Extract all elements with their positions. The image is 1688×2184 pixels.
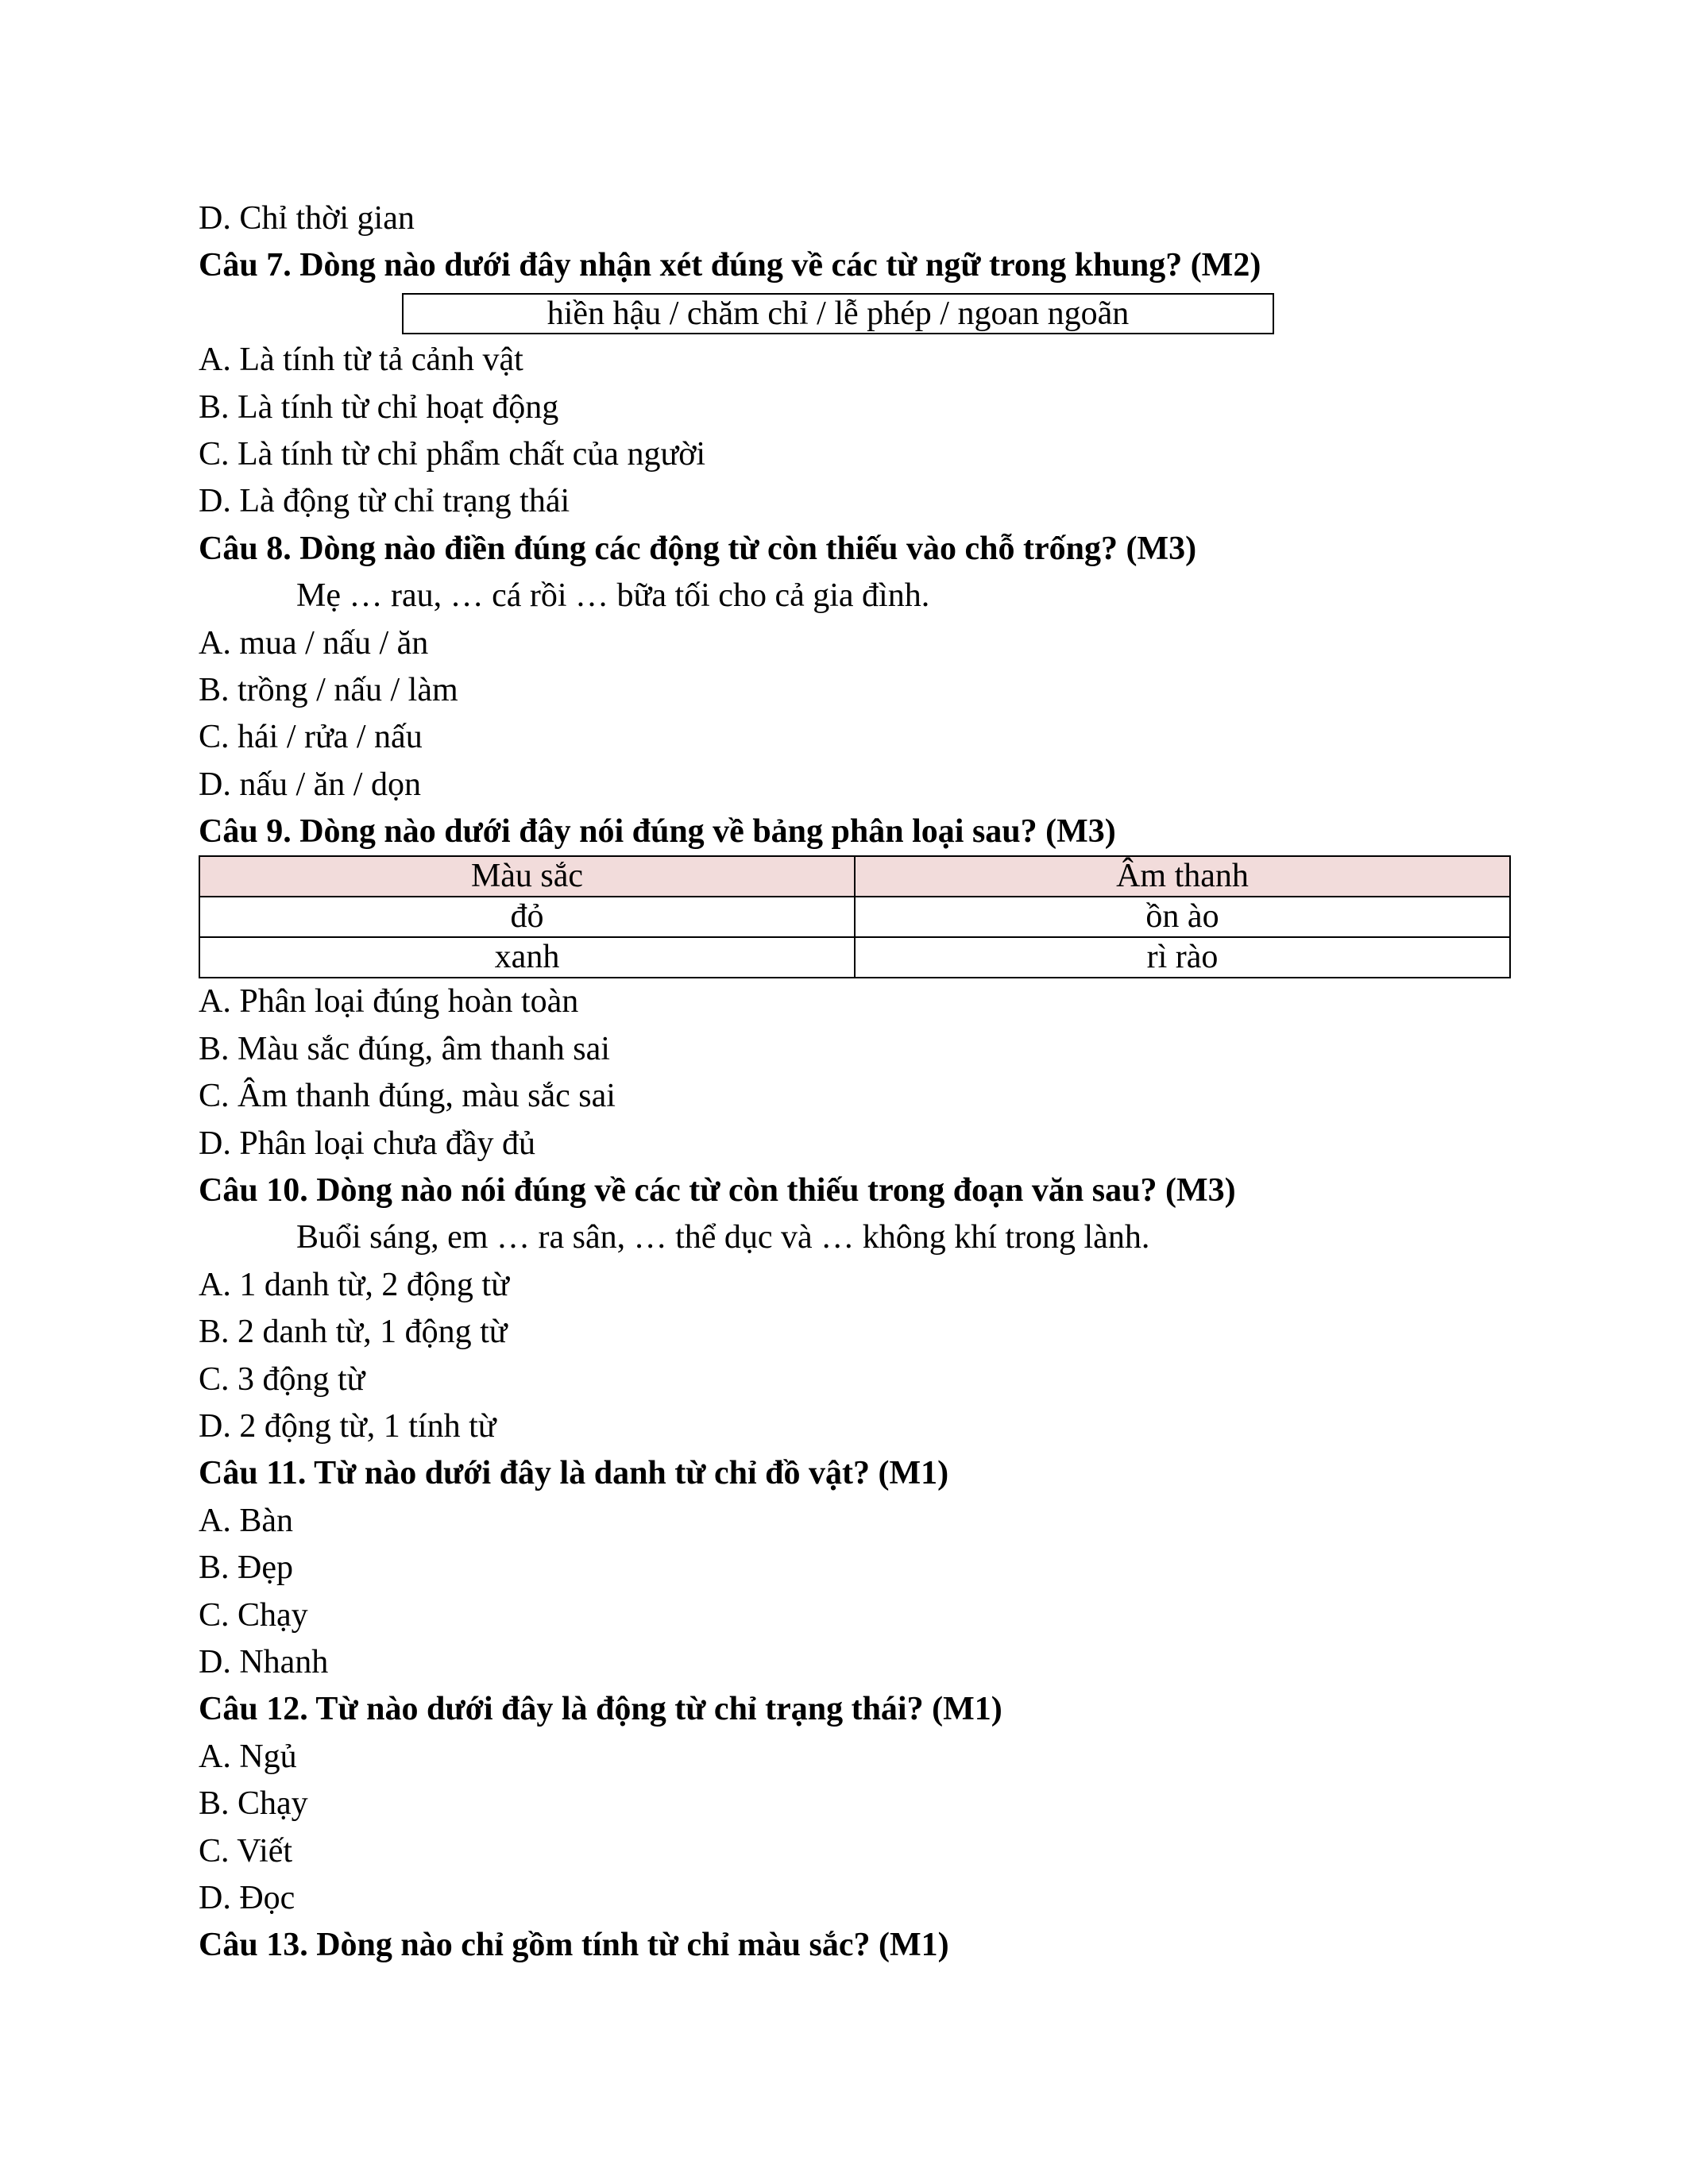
answer-option: B. trồng / nấu / làm bbox=[199, 671, 458, 708]
table-header-row bbox=[199, 856, 1510, 897]
question-heading: Câu 10. Dòng nào nói đúng về các từ còn thiếu trong đoạn văn sau? (M3) bbox=[199, 1172, 1236, 1210]
answer-option: D. nấu / ăn / dọn bbox=[199, 766, 421, 803]
answer-option: D. Phân loại chưa đầy đủ bbox=[199, 1125, 535, 1162]
question-heading: Câu 9. Dòng nào dưới đây nói đúng về bảng phân loại sau? (M3) bbox=[199, 813, 1116, 851]
text-block-bottom bbox=[199, 978, 1517, 1969]
answer-option: A. Phân loại đúng hoàn toàn bbox=[199, 983, 579, 1021]
q7-word-box-row bbox=[199, 290, 1517, 337]
table-header-cell: Màu sắc bbox=[199, 856, 855, 897]
example-sentence: Buổi sáng, em … ra sân, … thể dục và … không khí trong lành. bbox=[296, 1219, 1150, 1256]
q9-classification-table bbox=[199, 855, 1511, 978]
answer-option: B. Đẹp bbox=[199, 1549, 293, 1587]
table-cell: xanh bbox=[199, 937, 855, 978]
text-block-top bbox=[199, 195, 1517, 290]
answer-option: C. Âm thanh đúng, màu sắc sai bbox=[199, 1078, 616, 1115]
answer-option: B. 2 danh từ, 1 động từ bbox=[199, 1314, 508, 1351]
table-row bbox=[199, 897, 1510, 937]
answer-option: B. Màu sắc đúng, âm thanh sai bbox=[199, 1030, 610, 1067]
answer-option: C. hái / rửa / nấu bbox=[199, 719, 423, 756]
answer-option: A. Là tính từ tả cảnh vật bbox=[199, 341, 523, 379]
answer-option: A. mua / nấu / ăn bbox=[199, 624, 429, 662]
answer-option: C. 3 động từ bbox=[199, 1360, 365, 1398]
question-heading: Câu 7. Dòng nào dưới đây nhận xét đúng về các từ ngữ trong khung? (M2) bbox=[199, 247, 1261, 284]
answer-option: A. Ngủ bbox=[199, 1738, 297, 1775]
answer-option: D. Là động từ chỉ trạng thái bbox=[199, 483, 570, 520]
answer-option: B. Là tính từ chỉ hoạt động bbox=[199, 388, 559, 426]
example-sentence: Mẹ … rau, … cá rồi … bữa tối cho cả gia đình. bbox=[296, 577, 930, 615]
answer-option: A. Bàn bbox=[199, 1502, 293, 1539]
answer-option: D. Chỉ thời gian bbox=[199, 200, 415, 237]
text-block-mid bbox=[199, 337, 1517, 855]
question-heading: Câu 12. Từ nào dưới đây là động từ chỉ trạng thái? (M1) bbox=[199, 1691, 1002, 1728]
question-heading: Câu 8. Dòng nào điền đúng các động từ còn thiếu vào chỗ trống? (M3) bbox=[199, 530, 1197, 567]
answer-option: D. 2 động từ, 1 tính từ bbox=[199, 1407, 496, 1445]
table-header-cell: Âm thanh bbox=[855, 856, 1510, 897]
answer-option: B. Chạy bbox=[199, 1785, 308, 1823]
question-heading: Câu 11. Từ nào dưới đây là danh từ chỉ đồ vật? (M1) bbox=[199, 1455, 949, 1492]
answer-option: A. 1 danh từ, 2 động từ bbox=[199, 1266, 509, 1303]
answer-option: D. Nhanh bbox=[199, 1643, 329, 1680]
document-page bbox=[199, 195, 1517, 1970]
table-cell: đỏ bbox=[199, 897, 855, 937]
answer-option: C. Viết bbox=[199, 1832, 293, 1870]
table-cell: rì rào bbox=[855, 937, 1510, 978]
question-heading: Câu 13. Dòng nào chỉ gồm tính từ chỉ màu sắc? (M1) bbox=[199, 1927, 949, 1964]
table-cell: ồn ào bbox=[855, 897, 1510, 937]
answer-option: C. Là tính từ chỉ phẩm chất của người bbox=[199, 435, 706, 473]
answer-option: D. Đọc bbox=[199, 1879, 295, 1916]
table-row bbox=[199, 937, 1510, 978]
answer-option: C. Chạy bbox=[199, 1596, 308, 1634]
q7-word-box: hiền hậu / chăm chỉ / lễ phép / ngoan ngoãn bbox=[402, 293, 1274, 334]
